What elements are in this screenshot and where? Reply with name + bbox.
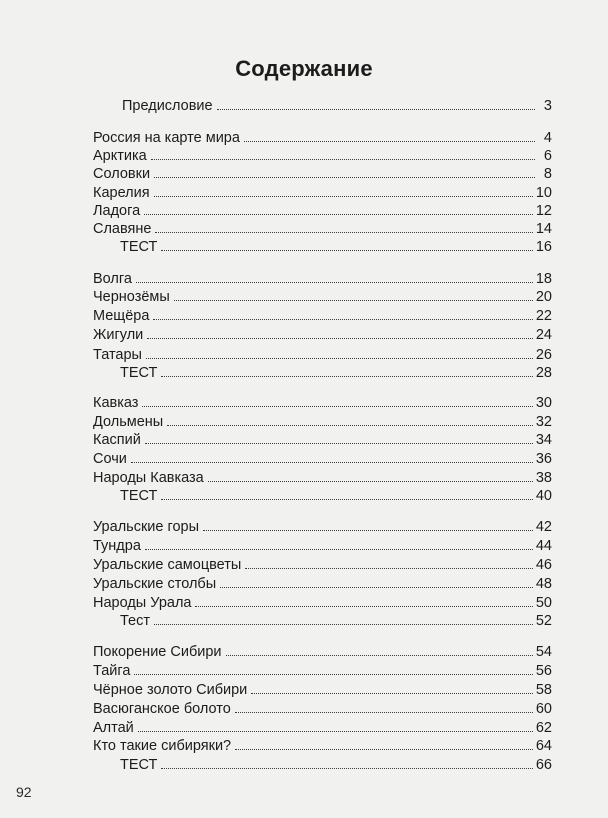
toc-entry-label: ТЕСТ bbox=[120, 757, 158, 773]
toc-entry bbox=[93, 288, 552, 306]
toc-entry-label: Алтай bbox=[93, 720, 134, 736]
toc-entry-label: Народы Урала bbox=[93, 595, 192, 611]
leader-dots bbox=[142, 406, 532, 407]
toc-entry-page: 20 bbox=[535, 289, 552, 305]
toc-entry-page: 10 bbox=[535, 185, 552, 201]
toc-entry bbox=[93, 681, 552, 699]
toc-entry-page: 46 bbox=[535, 557, 552, 573]
toc-entry bbox=[93, 469, 552, 487]
toc-entry bbox=[93, 537, 552, 555]
toc-entry bbox=[93, 450, 552, 468]
toc-entry bbox=[120, 612, 552, 630]
leader-dots bbox=[155, 232, 532, 233]
toc-entry bbox=[93, 307, 552, 325]
toc-entry bbox=[93, 202, 552, 220]
toc-entry-page: 42 bbox=[535, 519, 552, 535]
leader-dots bbox=[153, 319, 532, 320]
toc-entry-label: Кто такие сибиряки? bbox=[93, 738, 232, 754]
leader-dots bbox=[161, 250, 532, 251]
leader-dots bbox=[145, 443, 533, 444]
toc-entry-page: 16 bbox=[535, 239, 552, 255]
toc-entry-page: 22 bbox=[535, 308, 552, 324]
leader-dots bbox=[208, 481, 533, 482]
toc-entry-label: Мещёра bbox=[93, 308, 150, 324]
footer-page-number: 92 bbox=[16, 784, 32, 800]
toc-entry-page: 60 bbox=[535, 701, 552, 717]
toc-entry bbox=[93, 643, 552, 661]
toc-entry-page: 56 bbox=[535, 663, 552, 679]
toc-entry-label: Тест bbox=[120, 613, 150, 629]
leader-dots bbox=[146, 358, 533, 359]
toc-entry-label: Народы Кавказа bbox=[93, 470, 204, 486]
toc-entry-label: Васюганское болото bbox=[93, 701, 231, 717]
toc-entry bbox=[93, 413, 552, 431]
toc-entry-label: Тундра bbox=[93, 538, 141, 554]
leader-dots bbox=[226, 655, 533, 656]
toc-entry-page: 4 bbox=[543, 130, 552, 146]
toc-entry-label: Уральские самоцветы bbox=[93, 557, 242, 573]
leader-dots bbox=[235, 749, 533, 750]
toc-entry bbox=[93, 129, 552, 147]
leader-dots bbox=[251, 693, 533, 694]
toc-entry-page: 24 bbox=[535, 327, 552, 343]
toc-entry bbox=[93, 662, 552, 680]
leader-dots bbox=[154, 196, 533, 197]
toc-entry-label: Тайга bbox=[93, 663, 131, 679]
leader-dots bbox=[203, 530, 533, 531]
toc-entry bbox=[93, 518, 552, 536]
toc-entry bbox=[120, 238, 552, 256]
toc-entry-label: Кавказ bbox=[93, 395, 139, 411]
toc-entry-label: ТЕСТ bbox=[120, 239, 158, 255]
toc-entry bbox=[93, 575, 552, 593]
toc-entry-page: 64 bbox=[535, 738, 552, 754]
page-title: Содержание bbox=[235, 56, 373, 81]
toc-entry-page: 12 bbox=[535, 203, 552, 219]
toc-entry bbox=[93, 326, 552, 344]
leader-dots bbox=[174, 300, 533, 301]
toc-entry-page: 28 bbox=[535, 365, 552, 381]
toc-entry bbox=[93, 719, 552, 737]
toc-entry-page: 44 bbox=[535, 538, 552, 554]
leader-dots bbox=[244, 141, 535, 142]
toc-entry-label: Уральские горы bbox=[93, 519, 200, 535]
toc-entry bbox=[93, 270, 552, 288]
leader-dots bbox=[144, 214, 533, 215]
leader-dots bbox=[138, 731, 533, 732]
leader-dots bbox=[134, 674, 532, 675]
leader-dots bbox=[245, 568, 533, 569]
toc-entry bbox=[120, 756, 552, 774]
toc-entry-page: 54 bbox=[535, 644, 552, 660]
toc-entry bbox=[93, 431, 552, 449]
leader-dots bbox=[161, 376, 532, 377]
toc-entry bbox=[120, 364, 552, 382]
toc-entry bbox=[122, 97, 552, 115]
leader-dots bbox=[151, 159, 535, 160]
leader-dots bbox=[195, 606, 532, 607]
toc-entry bbox=[93, 184, 552, 202]
toc-entry bbox=[93, 147, 552, 165]
leader-dots bbox=[145, 549, 533, 550]
toc-entry-label: Чёрное золото Сибири bbox=[93, 682, 248, 698]
toc-entry bbox=[93, 700, 552, 718]
toc-entry-label: Чернозёмы bbox=[93, 289, 170, 305]
leader-dots bbox=[161, 768, 532, 769]
toc-entry-label: Волга bbox=[93, 271, 132, 287]
toc-entry-page: 38 bbox=[535, 470, 552, 486]
toc-entry-page: 8 bbox=[543, 166, 552, 182]
toc-entry-page: 62 bbox=[535, 720, 552, 736]
toc-entry bbox=[93, 594, 552, 612]
toc-entry-label: Славяне bbox=[93, 221, 152, 237]
toc-entry-page: 40 bbox=[535, 488, 552, 504]
toc-entry bbox=[93, 346, 552, 364]
toc-entry-label: Уральские столбы bbox=[93, 576, 217, 592]
toc-entry-page: 32 bbox=[535, 414, 552, 430]
toc-entry-label: Россия на карте мира bbox=[93, 130, 240, 146]
toc-entry bbox=[120, 487, 552, 505]
toc-entry-label: Покорение Сибири bbox=[93, 644, 222, 660]
toc-entry-page: 58 bbox=[535, 682, 552, 698]
toc-entry-label: ТЕСТ bbox=[120, 488, 158, 504]
toc-entry-label: Татары bbox=[93, 347, 142, 363]
toc-entry-label: Соловки bbox=[93, 166, 151, 182]
toc-entry-page: 50 bbox=[535, 595, 552, 611]
toc-entry-page: 52 bbox=[535, 613, 552, 629]
toc-entry-page: 34 bbox=[535, 432, 552, 448]
toc-entry-page: 36 bbox=[535, 451, 552, 467]
toc-entry-label: Арктика bbox=[93, 148, 147, 164]
toc-entry-label: ТЕСТ bbox=[120, 365, 158, 381]
leader-dots bbox=[235, 712, 533, 713]
toc-entry-page: 18 bbox=[535, 271, 552, 287]
toc-entry-label: Каспий bbox=[93, 432, 141, 448]
toc-entry bbox=[93, 165, 552, 183]
toc-entry-page: 6 bbox=[543, 148, 552, 164]
toc-entry-page: 66 bbox=[535, 757, 552, 773]
leader-dots bbox=[131, 462, 533, 463]
leader-dots bbox=[147, 338, 533, 339]
leader-dots bbox=[217, 109, 535, 110]
leader-dots bbox=[154, 177, 535, 178]
toc-entry-label: Сочи bbox=[93, 451, 127, 467]
leader-dots bbox=[167, 425, 533, 426]
leader-dots bbox=[161, 499, 532, 500]
toc-entry bbox=[93, 737, 552, 755]
leader-dots bbox=[136, 282, 533, 283]
leader-dots bbox=[154, 624, 533, 625]
toc-entry-label: Карелия bbox=[93, 185, 150, 201]
toc-entry-page: 48 bbox=[535, 576, 552, 592]
toc-entry bbox=[93, 220, 552, 238]
leader-dots bbox=[220, 587, 533, 588]
toc-entry-page: 30 bbox=[535, 395, 552, 411]
toc-entry-page: 14 bbox=[535, 221, 552, 237]
toc-entry-label: Жигули bbox=[93, 327, 144, 343]
toc-entry bbox=[93, 394, 552, 412]
toc-entry bbox=[93, 556, 552, 574]
toc-entry-label: Ладога bbox=[93, 203, 141, 219]
toc-entry-label: Предисловие bbox=[122, 98, 213, 114]
toc-entry-page: 3 bbox=[543, 98, 552, 114]
toc-entry-page: 26 bbox=[535, 347, 552, 363]
toc-entry-label: Дольмены bbox=[93, 414, 164, 430]
